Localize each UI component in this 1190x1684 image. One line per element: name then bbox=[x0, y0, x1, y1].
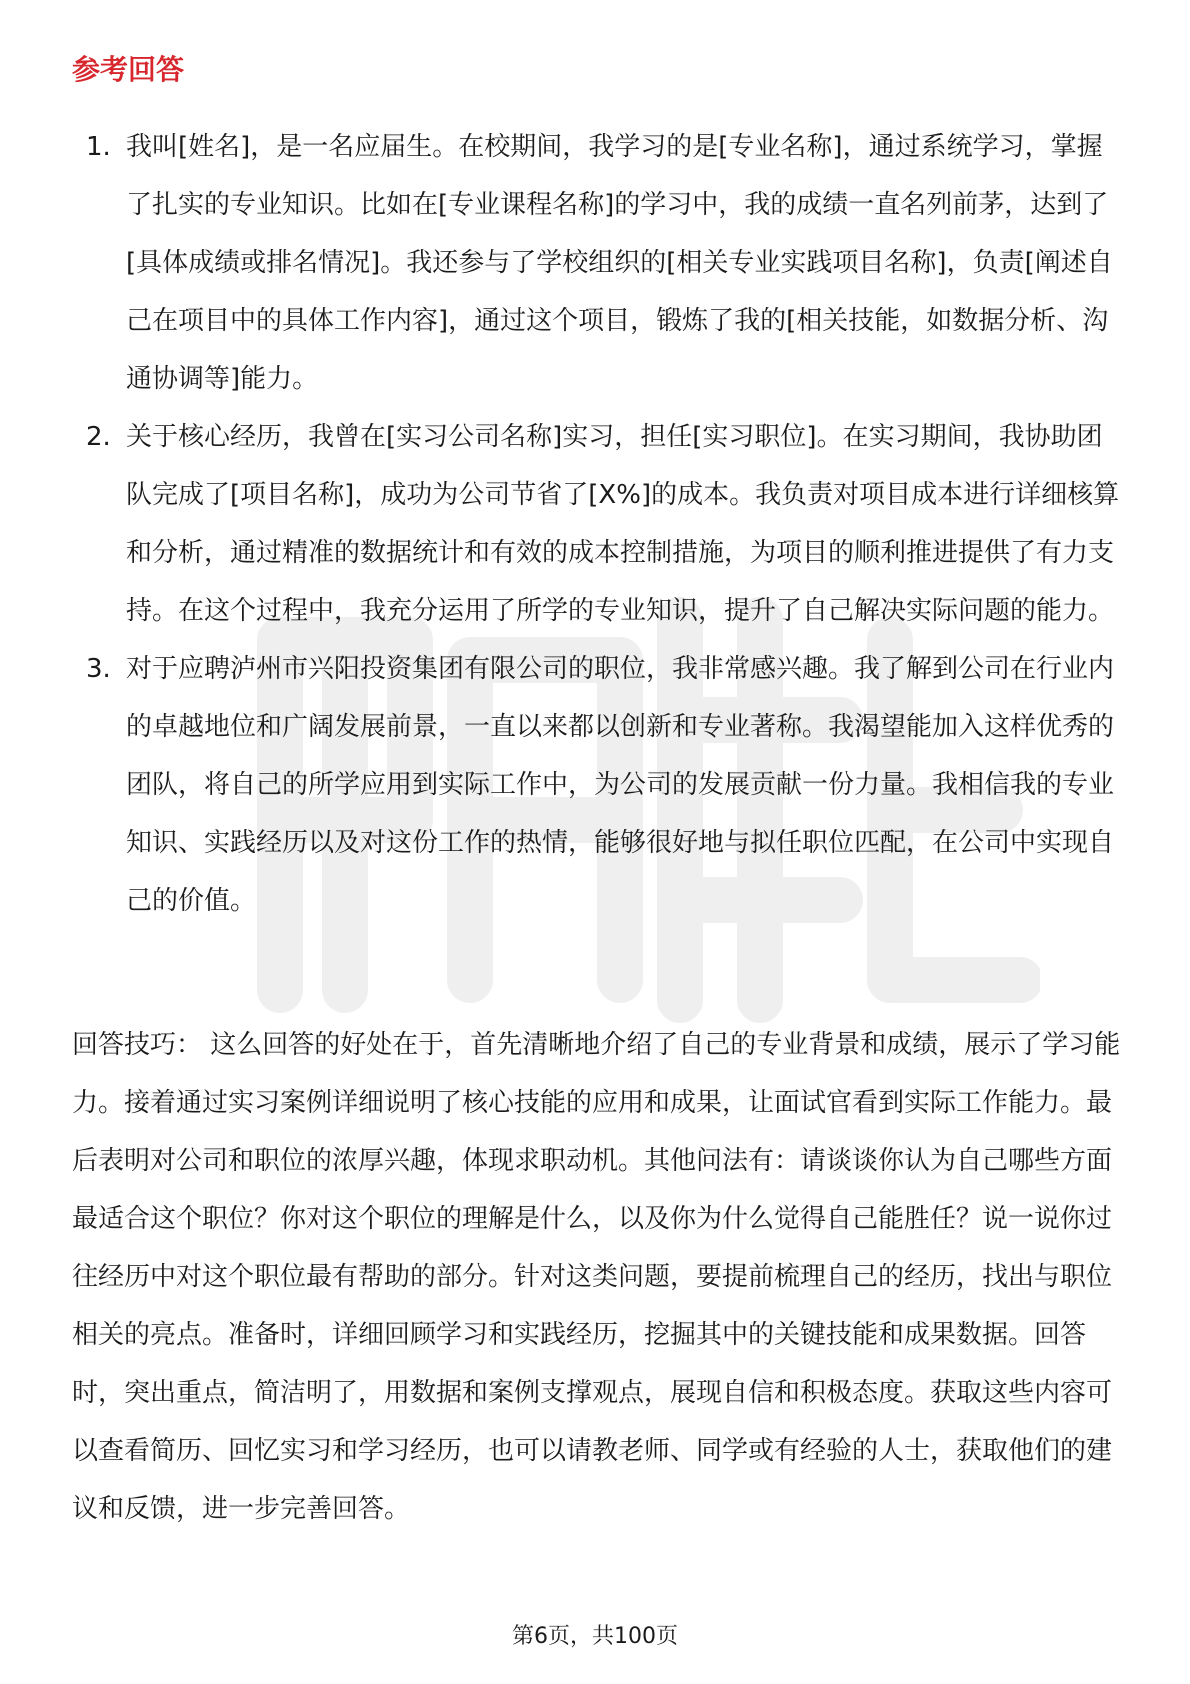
answer-text: 对于应聘泸州市兴阳投资集团有限公司的职位，我非常感兴趣。我了解到公司在行业内的卓越地位和广阔发展前景，一直以来都以创新和专业著称。我渴望能加入这样优秀的团队，将自己的所学应用到实际工作中，为公司的发展贡献一份力量。我相信我的专业知识、实践经历以及对这份工作的热情，能够很好地与拟任职位匹配，在公司中实现自己的价值。 bbox=[126, 654, 1115, 916]
section-title: 参考回答 bbox=[72, 53, 185, 86]
answer-item bbox=[72, 118, 1122, 408]
answer-text: 关于核心经历，我曾在[实习公司名称]实习，担任[实习职位]。在实习期间，我协助团队完成了[项目名称]，成功为公司节省了[X%]的成本。我负责对项目成本进行详细核算和分析，通过精准的数据统计和有效的成本控制措施，为项目的顺利推进提供了有力支持。在这个过程中，我充分运用了所学的专业知识，提升了自己解决实际问题的能力。 bbox=[126, 422, 1120, 626]
answer-tips: 回答技巧： 这么回答的好处在于，首先清晰地介绍了自己的专业背景和成绩，展示了学习能力。接着通过实习案例详细说明了核心技能的应用和成果，让面试官看到实际工作能力。最后表明对公司和职位的浓厚兴趣，体现求职动机。其他问法有：请谈谈你认为自己哪些方面最适合这个职位？你对这个职位的理解是什么，以及你为什么觉得自己能胜任？说一说你过往经历中对这个职位最有帮助的部分。针对这类问题，要提前梳理自己的经历，找出与职位相关的亮点。准备时，详细回顾学习和实践经历，挖掘其中的关键技能和成果数据。回答时，突出重点，简洁明了，用数据和案例支撑观点，展现自信和积极态度。获取这些内容可以查看简历、回忆实习和学习经历，也可以请教老师、同学或有经验的人士，获取他们的建议和反馈，进一步完善回答。 bbox=[72, 1030, 1121, 1524]
answer-number: 3. bbox=[86, 654, 111, 684]
answer-item bbox=[72, 408, 1122, 640]
answer-number: 2. bbox=[86, 422, 111, 452]
page-number: 第6页，共100页 bbox=[512, 1624, 678, 1649]
answer-text: 我叫[姓名]，是一名应届生。在校期间，我学习的是[专业名称]，通过系统学习，掌握了扎实的专业知识。比如在[专业课程名称]的学习中，我的成绩一直名列前茅，达到了[具体成绩或排名情况]。我还参与了学校组织的[相关专业实践项目名称]，负责[阐述自己在项目中的具体工作内容]，通过这个项目，锻炼了我的[相关技能，如数据分析、沟通协调等]能力。 bbox=[126, 132, 1113, 394]
answer-list bbox=[72, 118, 1122, 930]
answer-item bbox=[72, 640, 1122, 930]
answer-number: 1. bbox=[86, 132, 111, 162]
